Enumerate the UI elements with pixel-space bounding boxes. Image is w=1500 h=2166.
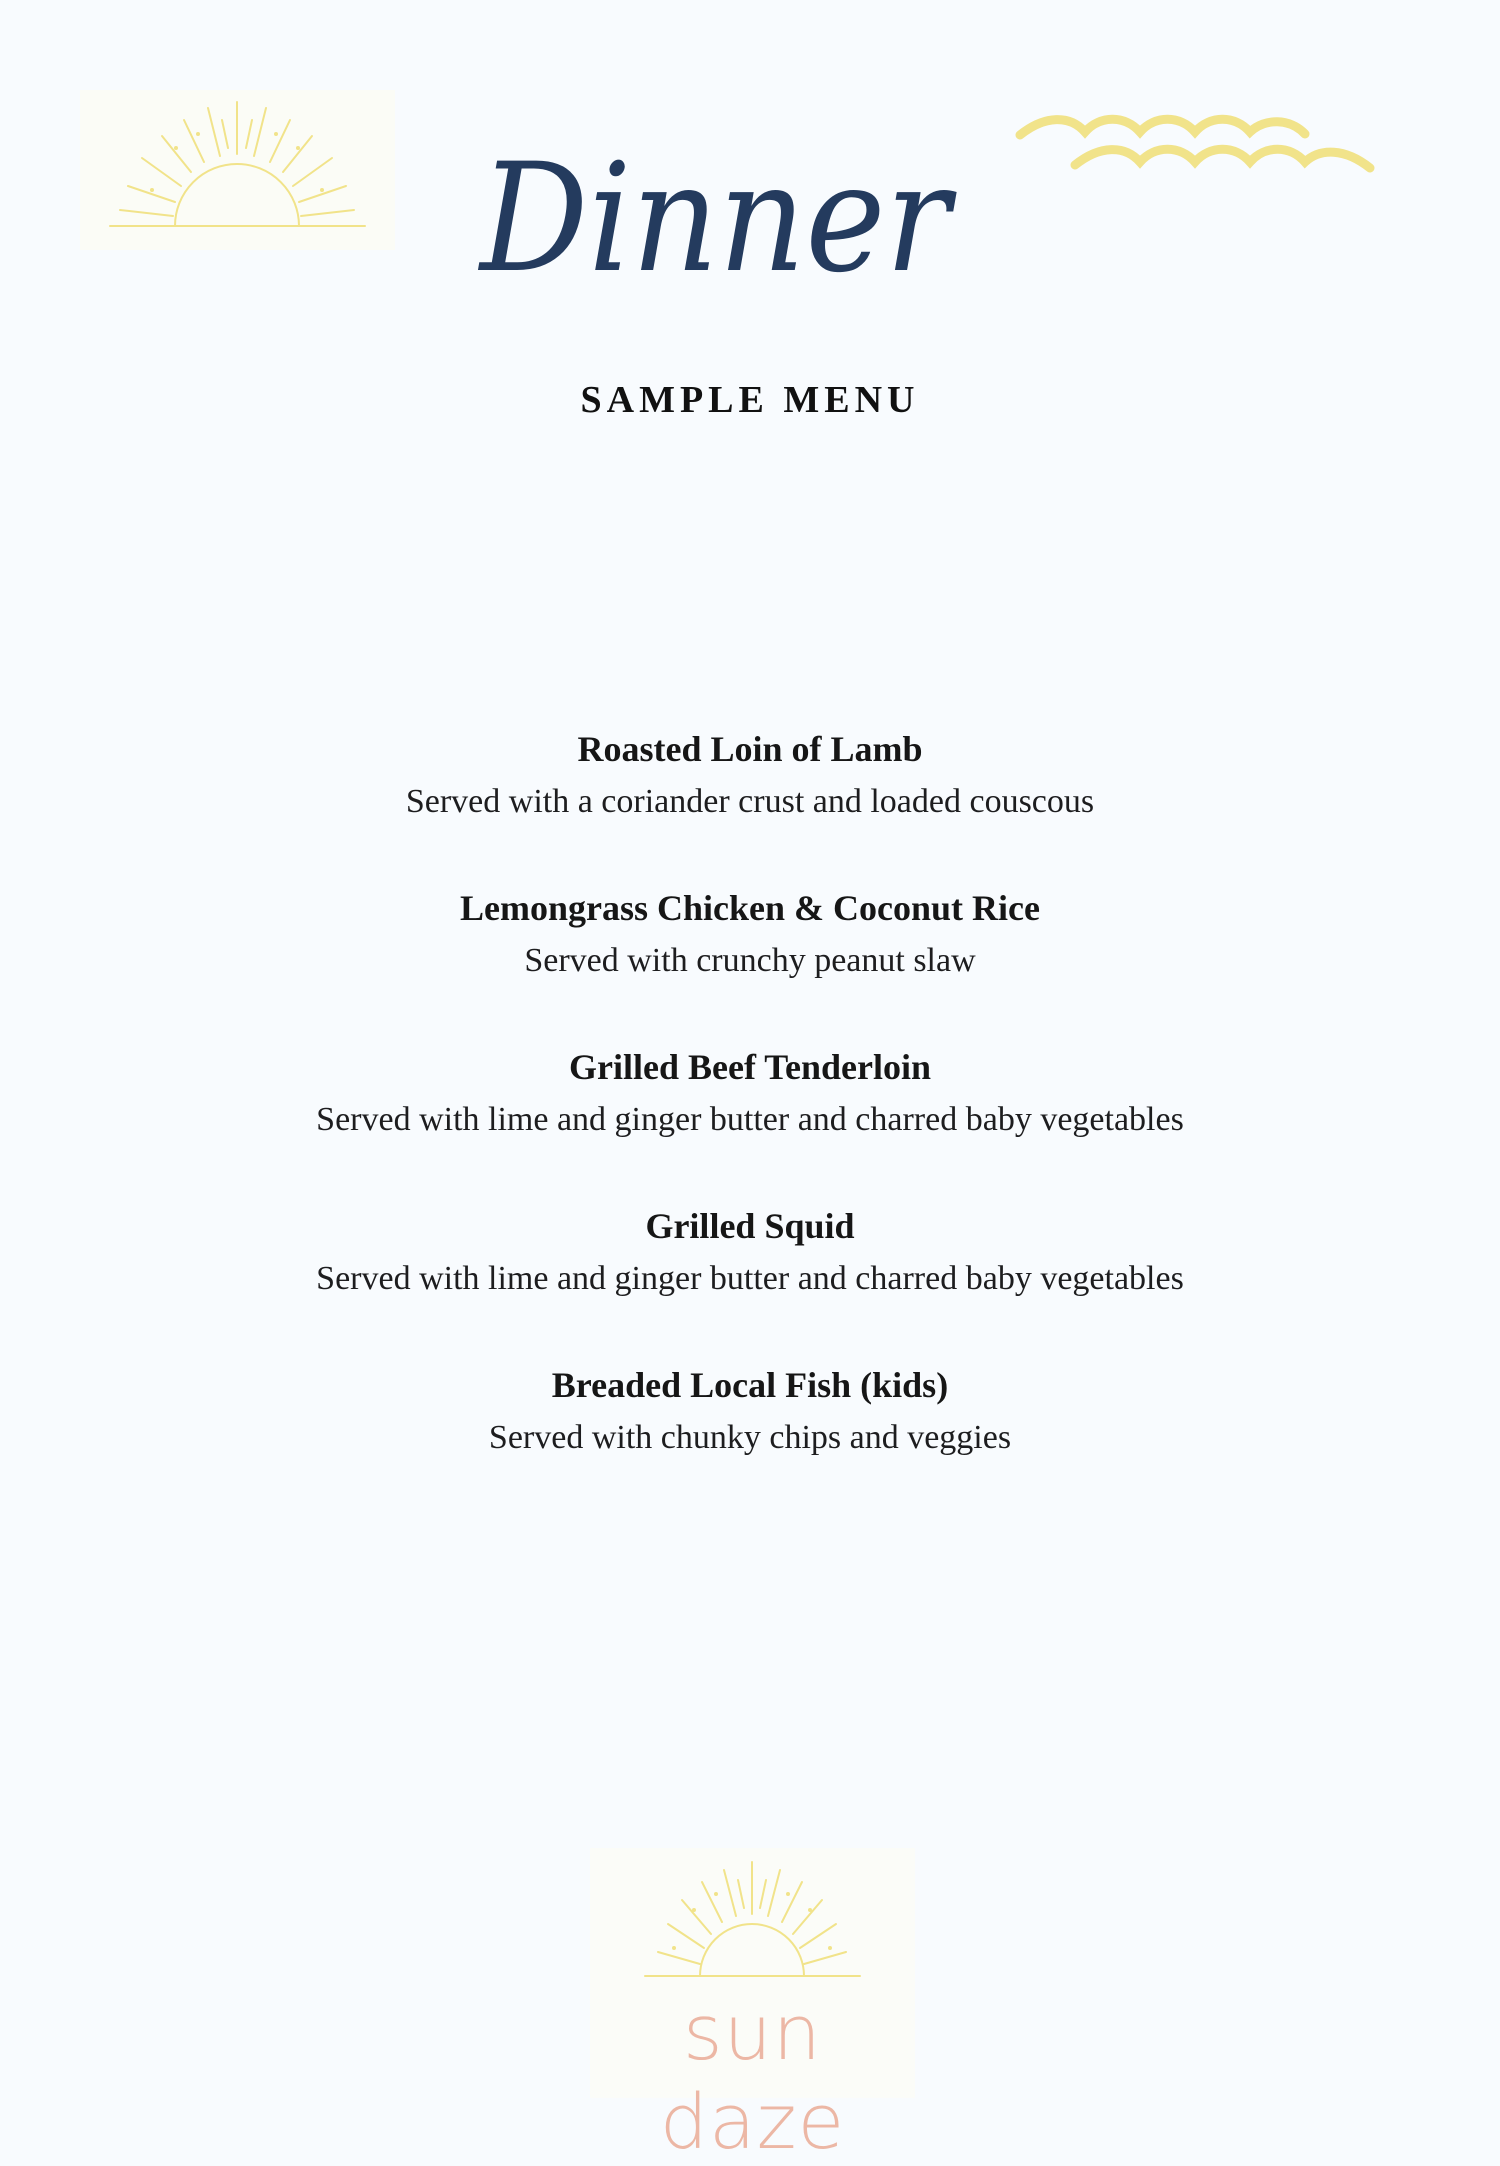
dish-description: Served with chunky chips and veggies (488, 1419, 1012, 1456)
dish-name: Lemongrass Chicken & Coconut Rice (460, 888, 1040, 928)
menu-item (0, 881, 1500, 1040)
dish-name: Roasted Loin of Lamb (577, 729, 923, 769)
dish-description: Served with lime and ginger butter and charred baby vegetables (316, 1260, 1184, 1297)
menu-title (470, 70, 990, 330)
menu-subtitle: SAMPLE MENU (580, 379, 920, 421)
dish-description: Served with lime and ginger butter and charred baby vegetables (316, 1101, 1184, 1138)
menu-list (0, 722, 1500, 1517)
dish-name: Breaded Local Fish (kids) (551, 1365, 949, 1405)
sunrise-icon (80, 90, 395, 250)
brand-logo (590, 1848, 915, 2166)
dish-name: Grilled Beef Tenderloin (568, 1047, 931, 1087)
sunrise-icon (590, 1848, 915, 1998)
menu-item (0, 1358, 1500, 1517)
brand-name: sun daze (659, 1988, 846, 2166)
menu-item (0, 722, 1500, 881)
menu-item (0, 1199, 1500, 1358)
dish-description: Served with crunchy peanut slaw (524, 942, 976, 979)
menu-item (0, 1040, 1500, 1199)
dish-name: Grilled Squid (645, 1206, 855, 1246)
dish-description: Served with a coriander crust and loaded couscous (405, 783, 1095, 820)
waves-icon (1015, 110, 1380, 190)
svg-text:Dinner: Dinner (477, 132, 958, 306)
